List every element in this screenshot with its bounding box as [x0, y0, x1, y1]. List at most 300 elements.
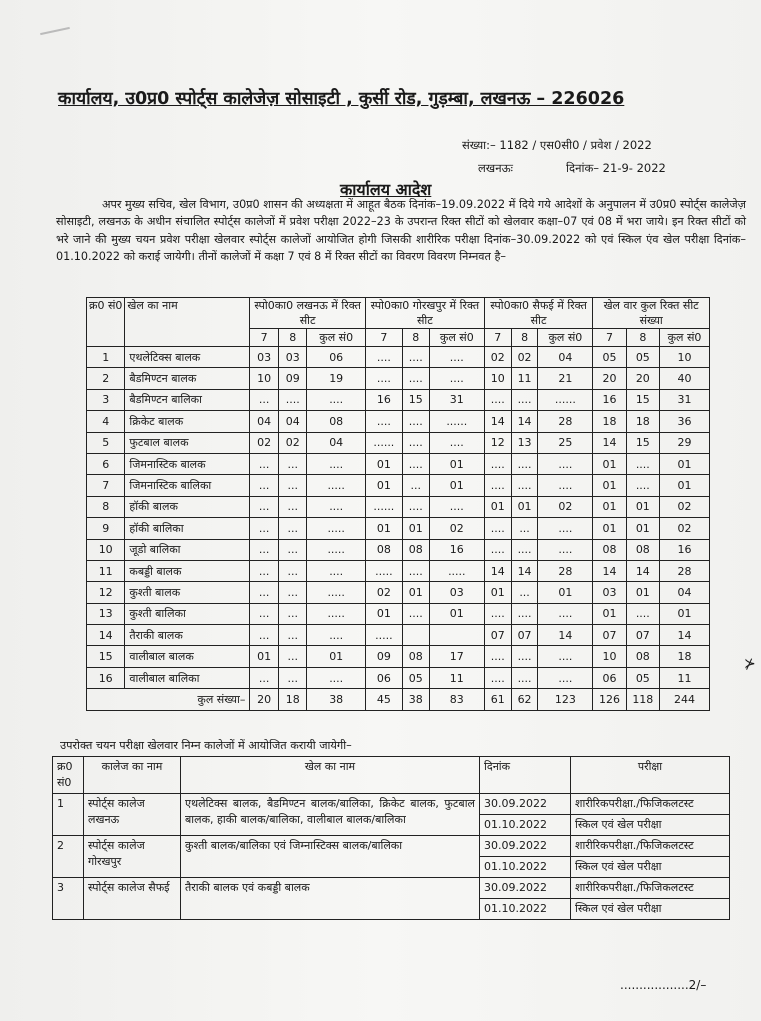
- venue-row: [53, 836, 730, 857]
- total-count-header: कुल सं0: [538, 329, 593, 347]
- seat-count: 01: [660, 603, 710, 624]
- seat-count: ....: [402, 432, 429, 453]
- seat-count: ....: [626, 603, 659, 624]
- row-sno: 4: [87, 411, 125, 432]
- venue-col-exam: परीक्षा: [571, 757, 730, 794]
- seat-count: 02: [511, 347, 538, 368]
- total-value: 126: [593, 689, 626, 710]
- seat-count: ....: [484, 539, 511, 560]
- seat-count: ....: [307, 560, 365, 581]
- seat-count: 02: [365, 582, 402, 603]
- seat-count: .....: [429, 560, 484, 581]
- seat-count: ...: [250, 539, 279, 560]
- seat-count: ...: [278, 560, 307, 581]
- seat-count: 04: [278, 411, 307, 432]
- total-count-header: कुल सं0: [660, 329, 710, 347]
- total-value: 62: [511, 689, 538, 710]
- table-row: [87, 582, 710, 603]
- table-row: [87, 560, 710, 581]
- total-value: 20: [250, 689, 279, 710]
- table-row: [87, 475, 710, 496]
- col-total-header: खेल वार कुल रिक्त सीट संख्या: [593, 298, 710, 329]
- total-value: 38: [307, 689, 365, 710]
- seat-count: ....: [402, 453, 429, 474]
- exam-date: 01.10.2022: [480, 899, 571, 920]
- seat-count: 04: [250, 411, 279, 432]
- seat-count: 01: [593, 475, 626, 496]
- order-body: [56, 196, 746, 266]
- row-sno: 13: [87, 603, 125, 624]
- seat-count: .....: [307, 475, 365, 496]
- seat-count: ...: [250, 667, 279, 688]
- seat-count: ....: [511, 539, 538, 560]
- seat-count: 10: [484, 368, 511, 389]
- sport-name: बैडमिण्टन बालक: [125, 368, 250, 389]
- exam-date: 01.10.2022: [480, 815, 571, 836]
- sport-name: कबड्डी बालक: [125, 560, 250, 581]
- venue-sports: एथलेटिक्स बालक, बैडमिण्टन बालक/बालिका, क्रिकेट बालक, फुटबाल बालक, हाकी बालक/बालिका, वालीबाल बालक/बालिका: [181, 794, 480, 836]
- seat-count: 04: [307, 432, 365, 453]
- class8-header: 8: [511, 329, 538, 347]
- totals-label: कुल संख्या–: [87, 689, 250, 710]
- total-value: 118: [626, 689, 659, 710]
- seat-count: ....: [511, 475, 538, 496]
- total-value: 244: [660, 689, 710, 710]
- col-saifai-header: स्पो0का0 सैफई में रिक्त सीट: [484, 298, 592, 329]
- seat-count: 10: [660, 347, 710, 368]
- seat-count: ...: [278, 496, 307, 517]
- seat-count: 01: [402, 518, 429, 539]
- col-sno-header: क्र0 सं0: [87, 298, 125, 347]
- seat-count: 11: [660, 667, 710, 688]
- seat-count: ...: [278, 582, 307, 603]
- seat-count: 01: [429, 603, 484, 624]
- seat-count: [402, 625, 429, 646]
- seat-count: 18: [660, 646, 710, 667]
- seat-count: ....: [538, 518, 593, 539]
- seat-count: 14: [511, 560, 538, 581]
- seat-count: ....: [484, 646, 511, 667]
- col-sport-header: खेल का नाम: [125, 298, 250, 347]
- seat-count: 02: [278, 432, 307, 453]
- seat-count: ....: [538, 453, 593, 474]
- seat-count: 08: [307, 411, 365, 432]
- seat-count: [429, 625, 484, 646]
- exam-date: 30.09.2022: [480, 836, 571, 857]
- row-sno: 10: [87, 539, 125, 560]
- venue-sports: तैराकी बालक एवं कबड्डी बालक: [181, 878, 480, 920]
- seat-count: ....: [626, 453, 659, 474]
- seat-count: 02: [660, 518, 710, 539]
- seat-count: 16: [429, 539, 484, 560]
- seat-count: ....: [484, 667, 511, 688]
- sport-name: फुटबाल बालक: [125, 432, 250, 453]
- seat-count: 19: [307, 368, 365, 389]
- seat-count: ...: [278, 603, 307, 624]
- seat-count: 28: [538, 560, 593, 581]
- seat-count: ....: [511, 603, 538, 624]
- sport-name: कुश्ती बालक: [125, 582, 250, 603]
- seat-count: 15: [626, 389, 659, 410]
- total-count-header: कुल सं0: [429, 329, 484, 347]
- seat-count: 02: [484, 347, 511, 368]
- seat-count: ...: [278, 646, 307, 667]
- table-row: [87, 389, 710, 410]
- exam-type: स्किल एवं खेल परीक्षा: [571, 815, 730, 836]
- venue-col-sport: खेल का नाम: [181, 757, 480, 794]
- seat-count: ....: [429, 368, 484, 389]
- seat-count: ....: [402, 560, 429, 581]
- seat-count: ....: [511, 667, 538, 688]
- class8-header: 8: [402, 329, 429, 347]
- row-sno: 5: [87, 432, 125, 453]
- exam-type: शारीरिकपरीक्षा./फिजिकलटस्ट: [571, 878, 730, 899]
- seat-count: ....: [429, 347, 484, 368]
- seat-count: 01: [307, 646, 365, 667]
- seat-count: 16: [593, 389, 626, 410]
- row-sno: 14: [87, 625, 125, 646]
- place-label: लखनऊः: [478, 161, 513, 175]
- seat-count: 15: [402, 389, 429, 410]
- seat-count: ....: [365, 347, 402, 368]
- seat-count: 01: [429, 475, 484, 496]
- seat-count: .....: [307, 518, 365, 539]
- seat-count: 15: [626, 432, 659, 453]
- seat-count: .....: [307, 539, 365, 560]
- table-row: [87, 432, 710, 453]
- seat-count: 14: [593, 560, 626, 581]
- class8-header: 8: [626, 329, 659, 347]
- seat-count: 01: [429, 453, 484, 474]
- seat-count: 07: [626, 625, 659, 646]
- seat-count: .....: [365, 560, 402, 581]
- body-paragraph: अपर मुख्य सचिव, खेल विभाग, उ0प्र0 शासन की अध्यक्षता में आहूत बैठक दिनांक–19.09.2022 में दिये गये आदेशों के अनुपालन में उ0प्र0 स्पोर्ट्स कालेजेज़ सोसाइटी, लखनऊ के अधीन संचालित स्पोर्ट्स कालेजों में प्रवेश परीक्षा 2022–23 के उपरान्त रिक्त सीटों को खेलवार कक्षा–07 एवं 08 में भरा जाये। इन रिक्त सीटों को भरे जाने की मुख्य चयन प्रवेश परीक्षा खेलवार स्पोर्ट्स कालेजों आयोजित होगी जिसकी शारीरिक परीक्षा दिनांक–30.09.2022 को एवं स्किल एंव खेल परीक्षा दिनांक–01.10.2022 को कराई जायेगी। तीनों कालेजों में कक्षा 7 एवं 8 में रिक्त सीटों का विवरण विवरण निम्नवत है–: [56, 198, 746, 264]
- seat-count: ....: [429, 496, 484, 517]
- office-title: कार्यालय, उ0प्र0 स्पोर्ट्स कालेजेज़ सोसाइटी , कुर्सी रोड, गुड़म्बा, लखनऊ – 226026: [58, 89, 625, 109]
- seat-count: 01: [365, 603, 402, 624]
- seat-count: 07: [484, 625, 511, 646]
- seat-count: 14: [626, 560, 659, 581]
- venue-col-sno: क्र0 सं0: [53, 757, 84, 794]
- venue-sno: 1: [53, 794, 84, 836]
- seat-count: 01: [593, 518, 626, 539]
- seat-count: ....: [307, 625, 365, 646]
- seat-count: 21: [538, 368, 593, 389]
- seat-count: ....: [307, 496, 365, 517]
- seat-count: 03: [429, 582, 484, 603]
- seat-count: ....: [484, 603, 511, 624]
- seat-count: 20: [593, 368, 626, 389]
- seat-count: ....: [511, 646, 538, 667]
- seat-count: ....: [402, 496, 429, 517]
- seat-count: 08: [365, 539, 402, 560]
- seat-count: 14: [511, 411, 538, 432]
- seat-count: 16: [365, 389, 402, 410]
- row-sno: 3: [87, 389, 125, 410]
- seat-count: ....: [402, 411, 429, 432]
- order-title: कार्यालय आदेश: [340, 180, 432, 199]
- table-row: [87, 603, 710, 624]
- seat-count: ....: [484, 453, 511, 474]
- seat-count: ...: [250, 389, 279, 410]
- seat-count: 08: [402, 646, 429, 667]
- seat-count: 01: [250, 646, 279, 667]
- seat-count: ....: [538, 646, 593, 667]
- row-sno: 12: [87, 582, 125, 603]
- seat-count: ....: [402, 347, 429, 368]
- seat-count: 14: [538, 625, 593, 646]
- total-value: 83: [429, 689, 484, 710]
- seat-count: 01: [660, 475, 710, 496]
- sport-name: बैडमिण्टन बालिका: [125, 389, 250, 410]
- sport-name: जूडो बालिका: [125, 539, 250, 560]
- seat-count: ...: [250, 453, 279, 474]
- seat-count: 01: [626, 518, 659, 539]
- seat-count: 01: [538, 582, 593, 603]
- seat-count: 01: [484, 496, 511, 517]
- row-sno: 8: [87, 496, 125, 517]
- table-row: [87, 646, 710, 667]
- exam-type: स्किल एवं खेल परीक्षा: [571, 899, 730, 920]
- seat-count: 18: [626, 411, 659, 432]
- seat-count: 31: [660, 389, 710, 410]
- paper-mark: [40, 27, 70, 35]
- seat-count: 05: [402, 667, 429, 688]
- college-name: स्पोर्ट्स कालेज सैफई: [84, 878, 181, 920]
- exam-type: स्किल एवं खेल परीक्षा: [571, 857, 730, 878]
- total-value: 123: [538, 689, 593, 710]
- seat-count: 12: [484, 432, 511, 453]
- table-row: [87, 453, 710, 474]
- row-sno: 2: [87, 368, 125, 389]
- margin-tick-mark: ⊁: [744, 656, 756, 672]
- exam-date: 01.10.2022: [480, 857, 571, 878]
- venue-table: [52, 756, 730, 920]
- seat-count: ....: [484, 518, 511, 539]
- seat-count: ....: [402, 603, 429, 624]
- seat-count: ....: [307, 453, 365, 474]
- seat-count: 28: [660, 560, 710, 581]
- venue-col-college: कालेज का नाम: [84, 757, 181, 794]
- table-row: [87, 368, 710, 389]
- seat-count: 02: [250, 432, 279, 453]
- college-name: स्पोर्ट्स कालेज गोरखपुर: [84, 836, 181, 878]
- seat-count: ...: [278, 667, 307, 688]
- seat-count: ....: [307, 389, 365, 410]
- seat-count: 10: [250, 368, 279, 389]
- class7-header: 7: [484, 329, 511, 347]
- seat-count: ....: [538, 475, 593, 496]
- table-row: [87, 411, 710, 432]
- sport-name: कुश्ती बालिका: [125, 603, 250, 624]
- seat-count: ....: [365, 368, 402, 389]
- sport-name: एथलेटिक्स बालक: [125, 347, 250, 368]
- total-value: 38: [402, 689, 429, 710]
- sport-name: जिमनास्टिक बालक: [125, 453, 250, 474]
- seat-count: ...: [278, 453, 307, 474]
- seat-count: 01: [593, 496, 626, 517]
- sport-name: जिमनास्टिक बालिका: [125, 475, 250, 496]
- seat-count: 02: [538, 496, 593, 517]
- seat-count: ....: [511, 453, 538, 474]
- row-sno: 1: [87, 347, 125, 368]
- seat-count: ...: [250, 582, 279, 603]
- class7-header: 7: [365, 329, 402, 347]
- seat-count: ....: [538, 603, 593, 624]
- seat-count: 28: [538, 411, 593, 432]
- seat-count: ......: [365, 496, 402, 517]
- seat-count: 01: [511, 496, 538, 517]
- seat-count: 08: [593, 539, 626, 560]
- seat-count: ....: [484, 389, 511, 410]
- seat-count: ...: [250, 625, 279, 646]
- seat-count: 06: [365, 667, 402, 688]
- total-count-header: कुल सं0: [307, 329, 365, 347]
- seat-count: ....: [538, 667, 593, 688]
- seat-count: 01: [660, 453, 710, 474]
- class7-header: 7: [250, 329, 279, 347]
- seat-count: ....: [365, 411, 402, 432]
- seat-count: 07: [511, 625, 538, 646]
- table-row: [87, 518, 710, 539]
- seat-count: ...: [250, 603, 279, 624]
- seat-count: 40: [660, 368, 710, 389]
- seat-count: 05: [626, 347, 659, 368]
- totals-row: [87, 689, 710, 710]
- seat-count: 29: [660, 432, 710, 453]
- seat-count: ...: [250, 496, 279, 517]
- order-date: दिनांक– 21-9- 2022: [566, 161, 666, 175]
- col-gorakhpur-header: स्पो0का0 गोरखपुर में रिक्त सीट: [365, 298, 484, 329]
- seat-count: 01: [365, 475, 402, 496]
- seat-count: 14: [484, 411, 511, 432]
- table-row: [87, 496, 710, 517]
- seat-count: ....: [278, 389, 307, 410]
- sport-name: वालीबाल बालक: [125, 646, 250, 667]
- seat-count: .....: [365, 625, 402, 646]
- seat-count: 02: [660, 496, 710, 517]
- college-name: स्पोर्ट्स कालेज लखनऊ: [84, 794, 181, 836]
- seat-count: 11: [429, 667, 484, 688]
- seat-count: 04: [660, 582, 710, 603]
- seat-count: 01: [626, 582, 659, 603]
- seat-count: ......: [429, 411, 484, 432]
- venue-sno: 3: [53, 878, 84, 920]
- seat-count: 14: [593, 432, 626, 453]
- seat-count: 01: [365, 518, 402, 539]
- seat-count: 01: [484, 582, 511, 603]
- seat-count: 03: [593, 582, 626, 603]
- page-continuation: ..................2/–: [620, 978, 707, 992]
- seat-count: 01: [593, 453, 626, 474]
- seat-count: 25: [538, 432, 593, 453]
- seat-count: 06: [307, 347, 365, 368]
- sport-name: वालीबाल बालिका: [125, 667, 250, 688]
- seat-count: 07: [593, 625, 626, 646]
- class8-header: 8: [278, 329, 307, 347]
- reference-number: संख्या:– 1182 / एस0सी0 / प्रवेश / 2022: [462, 138, 652, 152]
- total-value: 45: [365, 689, 402, 710]
- seat-count: 20: [626, 368, 659, 389]
- seat-count: 36: [660, 411, 710, 432]
- seat-count: 14: [660, 625, 710, 646]
- vacancy-table: [86, 297, 710, 711]
- seat-count: ...: [278, 518, 307, 539]
- seat-count: 01: [626, 496, 659, 517]
- seat-count: ...: [278, 475, 307, 496]
- seat-count: ...: [250, 518, 279, 539]
- seat-count: 17: [429, 646, 484, 667]
- seat-count: .....: [307, 603, 365, 624]
- col-lucknow-header: स्पो0का0 लखनऊ में रिक्त सीट: [250, 298, 366, 329]
- seat-count: ....: [429, 432, 484, 453]
- seat-count: ......: [365, 432, 402, 453]
- seat-count: 01: [365, 453, 402, 474]
- seat-count: ...: [278, 625, 307, 646]
- row-sno: 11: [87, 560, 125, 581]
- seat-count: 31: [429, 389, 484, 410]
- row-sno: 15: [87, 646, 125, 667]
- seat-count: ....: [511, 389, 538, 410]
- seat-count: 03: [250, 347, 279, 368]
- seat-count: ...: [511, 518, 538, 539]
- exam-type: शारीरिकपरीक्षा./फिजिकलटस्ट: [571, 836, 730, 857]
- seat-count: 09: [365, 646, 402, 667]
- table-row: [87, 667, 710, 688]
- seat-count: ....: [402, 368, 429, 389]
- table-row: [87, 539, 710, 560]
- seat-count: ...: [278, 539, 307, 560]
- sport-name: हॉकी बालिका: [125, 518, 250, 539]
- seat-count: 08: [626, 539, 659, 560]
- seat-count: ....: [626, 475, 659, 496]
- seat-count: 02: [429, 518, 484, 539]
- row-sno: 6: [87, 453, 125, 474]
- seat-count: 01: [402, 582, 429, 603]
- seat-count: 10: [593, 646, 626, 667]
- table-row: [87, 625, 710, 646]
- venue-sports: कुश्ती बालक/बालिका एवं जिम्नास्टिक्स बालक/बालिका: [181, 836, 480, 878]
- class7-header: 7: [593, 329, 626, 347]
- seat-count: ....: [538, 539, 593, 560]
- exam-date: 30.09.2022: [480, 878, 571, 899]
- seat-count: .....: [307, 582, 365, 603]
- seat-count: 05: [593, 347, 626, 368]
- seat-count: 08: [402, 539, 429, 560]
- seat-count: ....: [307, 667, 365, 688]
- seat-count: ...: [511, 582, 538, 603]
- seat-count: 03: [278, 347, 307, 368]
- seat-count: ...: [402, 475, 429, 496]
- total-value: 61: [484, 689, 511, 710]
- seat-count: 16: [660, 539, 710, 560]
- seat-count: ....: [484, 475, 511, 496]
- seat-count: 13: [511, 432, 538, 453]
- seat-count: 11: [511, 368, 538, 389]
- venue-row: [53, 878, 730, 899]
- seat-count: 09: [278, 368, 307, 389]
- exam-date: 30.09.2022: [480, 794, 571, 815]
- seat-count: ...: [250, 475, 279, 496]
- seat-count: ......: [538, 389, 593, 410]
- seat-count: 04: [538, 347, 593, 368]
- venue-sno: 2: [53, 836, 84, 878]
- venue-row: [53, 794, 730, 815]
- seat-count: 05: [626, 667, 659, 688]
- seat-count: ...: [250, 560, 279, 581]
- seat-count: 18: [593, 411, 626, 432]
- seat-count: 01: [593, 603, 626, 624]
